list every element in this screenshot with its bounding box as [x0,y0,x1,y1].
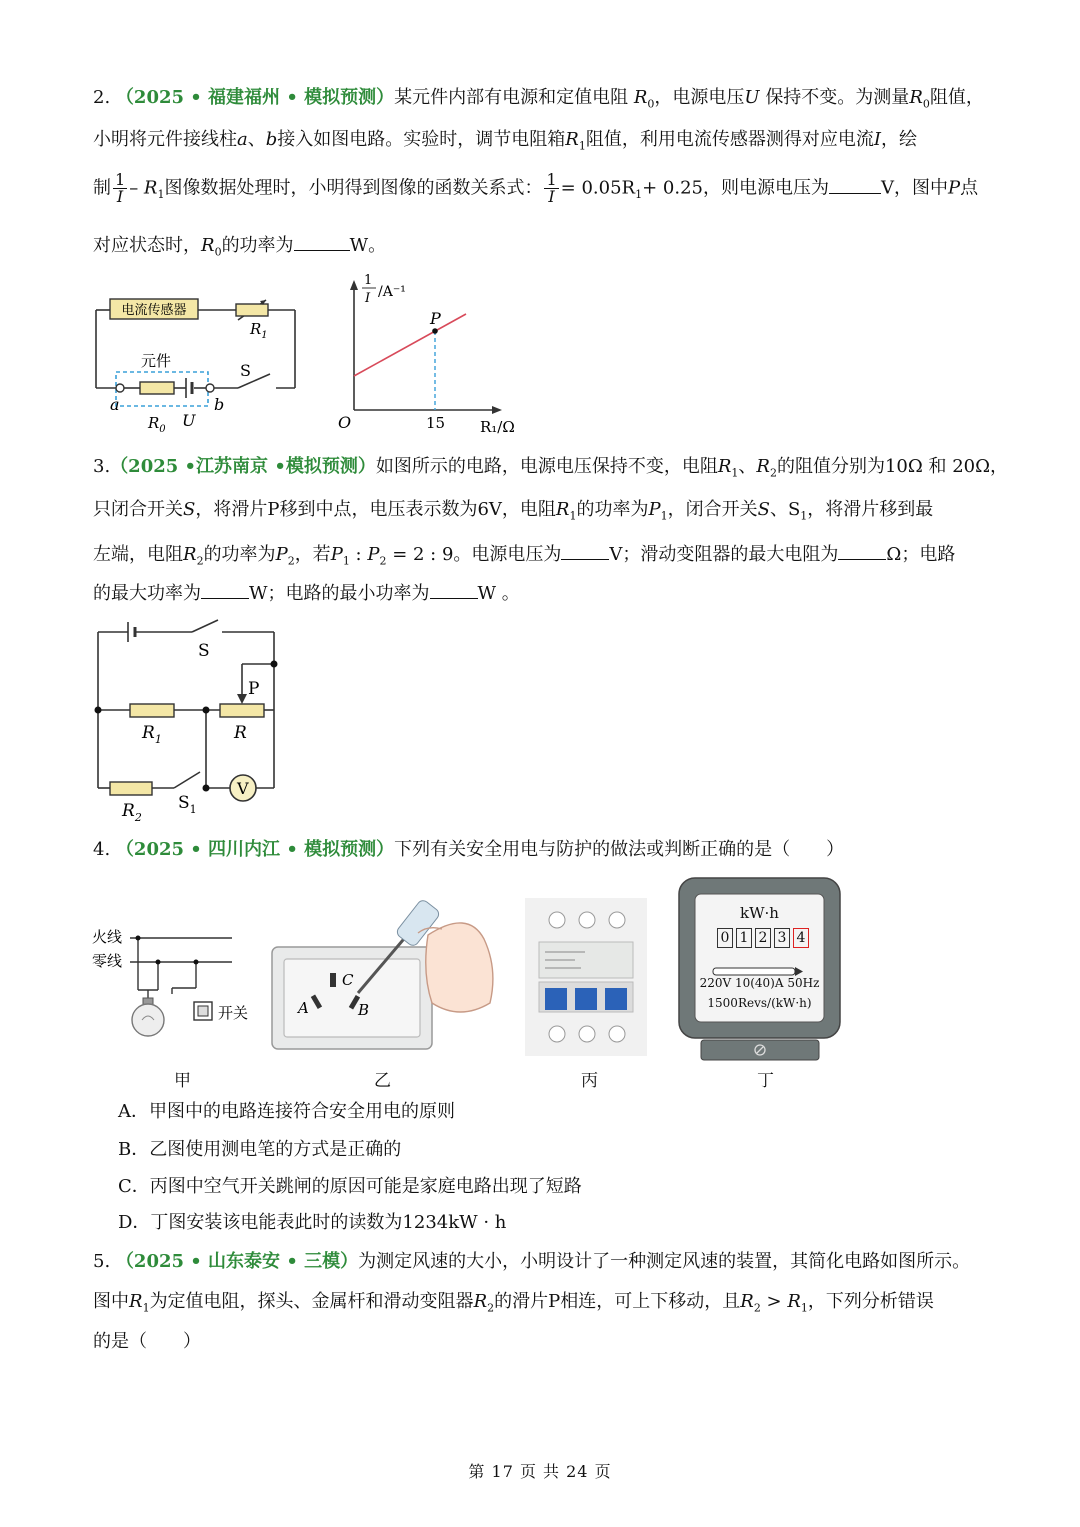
q3-line-1: 3.（2025 •江苏南京 •模拟预测）如图所示的电路，电源电压保持不变，电阻$R_1$、$R_2$的阻值分别为10Ω 和 20Ω， [93,456,1009,480]
q2-source-tag: （2025 • 福建福州 • 模拟预测） [115,87,395,108]
q4-option-c[interactable]: C．丙图中空气开关跳闸的原因可能是家庭电路出现了短路 [118,1176,582,1197]
svg-text:P: P [248,679,260,699]
meter-digit: 0 [717,928,733,948]
svg-text:O: O [338,413,352,432]
page-footer: 第 17 页 共 24 页 [468,1462,612,1481]
svg-text:a: a [110,395,120,414]
svg-text:电流传感器: 电流传感器 [121,302,187,317]
q3-line-2: 只闭合开关S，将滑片P移到中点，电压表示数为6V，电阻$R_1$的功率为$P_1$，闭合开关S、$S_1$，将滑片移到最 [93,499,934,523]
svg-text:零线: 零线 [92,953,123,970]
svg-text:1: 1 [364,273,373,288]
q5-source-tag: （2025 • 山东泰安 • 三模） [115,1251,359,1272]
q2-blank-power[interactable] [294,232,350,251]
svg-text:U: U [182,411,196,430]
svg-text:V: V [237,779,249,798]
q4-fig-wiring [92,920,262,1050]
q2-line-4: 对应状态时，$R_0$的功率为 W。 [93,232,386,265]
q5-line-1: 5. （2025 • 山东泰安 • 三模）为测定风速的大小，小明设计了一种测定风速的装置，其简化电路如图所示。 [93,1251,971,1272]
q3-blank-max-power[interactable] [201,580,249,599]
q3-blank-max-resistance[interactable] [838,541,886,560]
svg-text:S: S [240,361,251,380]
q3-source-tag: （2025 •江苏南京 •模拟预测） [110,456,376,477]
q4-option-a[interactable]: A．甲图中的电路连接符合安全用电的原则 [118,1101,455,1122]
q2-graph [330,270,530,440]
meter-digit: 3 [774,928,790,948]
svg-text:I: I [365,291,371,306]
meter-digit-red: 4 [793,928,809,948]
svg-text:火线: 火线 [92,929,123,946]
fig-label-jia: 甲 [174,1071,191,1091]
q4-fig-socket-tester [268,895,503,1055]
q3-blank-min-power[interactable] [430,580,478,599]
svg-text:R1: $R_1$ [250,320,268,341]
svg-text:R1: $R_1$ [142,723,162,746]
svg-text:元件: 元件 [140,352,172,370]
fig-label-ding: 丁 [757,1071,774,1091]
q2-line-1: 2. （2025 • 福建福州 • 模拟预测）某元件内部有电源和定值电阻 $R_0$，电源电压U 保持不变。为测量$R_0$阻值， [93,87,984,111]
q4-option-b[interactable]: B．乙图使用测电笔的方式是正确的 [118,1139,402,1160]
meter-spec-2: 1500Revs/(kW·h) [707,996,812,1010]
q3-line-4: 的最大功率为 W；电路的最小功率为 W 。 [93,580,520,606]
q2-line-2: 小明将元件接线柱a、b接入如图电路。实验时，调节电阻箱$R_1$阻值，利用电流传感器测得对应电流I，绘 [93,129,917,153]
svg-text:R0: $R_0$ [148,414,166,435]
svg-text:A: A [298,999,309,1017]
q4-fig-air-switch [525,898,650,1058]
svg-text:P: P [430,309,441,328]
svg-text:R₁/Ω: R₁/Ω [480,418,515,436]
q2-line-3: 制 $\frac{1}{I}$ – $R_1$图像数据处理时，小明得到图像的函数关系式： $\frac{1}{I}$ = $0.05R_1+ 0.25$，则电源电压为 V，图中P点 [93,170,979,206]
q5-line-2: 图中$R_1$为定值电阻，探头、金属杆和滑动变阻器$R_2$的滑片P相连，可上下移动，且$R_2 > R_1$，下列分析错误 [93,1291,934,1315]
svg-text:15: 15 [426,414,446,432]
q2-circuit-diagram [90,290,310,435]
fig-label-bing: 丙 [581,1071,598,1091]
q3-line-3: 左端，电阻$R_2$的功率为$P_2$，若$P_1$ : $P_2 = 2$ : 9。电源电压为 V；滑动变阻器的最大电阻为 Ω；电路 [93,541,955,574]
svg-text:C: C [342,971,354,989]
svg-text:b: b [214,395,225,414]
q3-blank-voltage[interactable] [561,541,609,560]
svg-text:S1: $S_1$ [178,793,197,816]
svg-text:R: R [234,723,247,743]
q4-fig-energy-meter [677,876,842,1064]
q4-source-tag: （2025 • 四川内江 • 模拟预测） [115,839,395,860]
meter-digit: 1 [736,928,752,948]
q4-option-d[interactable]: D．丁图安装该电能表此时的读数为1234kW · h [118,1212,507,1233]
meter-digits [717,928,809,948]
svg-text:S: S [198,641,210,661]
svg-text:/A⁻¹: /A⁻¹ [378,284,406,300]
meter-digit: 2 [755,928,771,948]
q4-line-1: 4. （2025 • 四川内江 • 模拟预测）下列有关安全用电与防护的做法或判断正确的是（ ） [93,839,845,860]
svg-text:B: B [358,1001,370,1019]
svg-text:R2: $R_2$ [122,801,142,824]
q5-line-3: 的是（ ） [93,1331,201,1352]
q2-blank-voltage[interactable] [829,175,881,194]
svg-text:开关: 开关 [218,1005,249,1022]
meter-unit: kW·h [740,904,779,922]
q3-circuit-diagram [88,618,288,828]
fig-label-yi: 乙 [374,1071,391,1091]
meter-spec-1: 220V 10(40)A 50Hz [699,976,820,990]
